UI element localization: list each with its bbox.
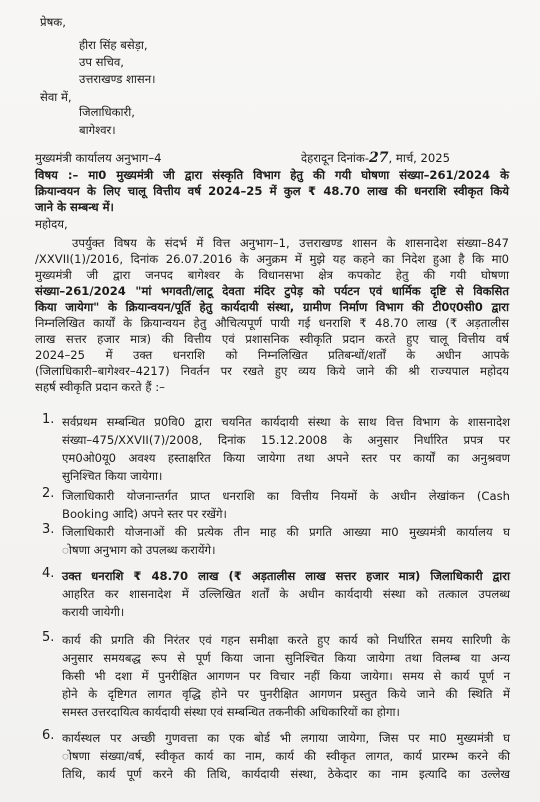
condition-4-number: 4. xyxy=(42,566,55,581)
to-label: सेवा में, xyxy=(40,90,72,104)
condition-5-line-2: अनुसार समयबद्ध रूप से पूर्ण किया जाना सुनिश्चित किया जायेगा तथा विलम्ब या अन्य xyxy=(62,651,510,665)
body-line-10: सहर्ष स्वीकृति प्रदान करते हैं :– xyxy=(35,380,165,394)
place-date xyxy=(301,150,450,166)
body-line-7: लाख सत्तर हजार मात्र) की वित्तीय एवं प्रशासनिक स्वीकृति प्रदान करते हुए चालू वित्तीय वर्ष xyxy=(35,332,509,346)
subject-line-3: जाने के सम्बन्ध में। xyxy=(35,200,114,214)
condition-2-number: 2. xyxy=(42,486,55,501)
condition-5-line-4: होने के दृष्टिगत लागत वृद्धि होने पर पुनरीक्षित आगणन प्रस्तुत किये जाने की स्थिति में xyxy=(62,687,510,701)
condition-6-line-3: तिथि, कार्य पूर्ण करने की तिथि, कार्यदायी संस्था, ठेकेदार का नाम इत्यादि का उल्लेख xyxy=(62,767,510,781)
sender-designation: उप सचिव, xyxy=(79,55,124,69)
body-line-3: मुख्यमंत्री जी द्वारा जनपद बागेश्वर के विधानसभा क्षेत्र कपकोट हेतु की गयी घोषणा xyxy=(35,268,509,282)
handwritten-date-day: 27 xyxy=(369,150,389,166)
condition-4-line-1: उक्त धनराशि ₹ 48.70 लाख (₹ अड़तालीस लाख सत्तर हजार मात्र) जिलाधिकारी द्वारा xyxy=(62,569,510,583)
condition-5-number: 5. xyxy=(42,630,55,645)
recipient-title: जिलाधिकारी, xyxy=(79,105,135,119)
condition-4-line-3: करायी जायेगी। xyxy=(62,605,125,619)
body-line-5 xyxy=(35,299,509,315)
body-line-9: (जिलाधिकारी–बागेश्वर–4217) निवर्तन पर रखते हुए व्यय किये जाने की श्री राज्यपाल महोदय xyxy=(35,364,509,378)
condition-1-number: 1. xyxy=(42,412,55,427)
condition-5-line-1: कार्य की प्रगति की निरंतर एवं गहन समीक्षा करते हुए कार्य को निर्धारित समय सारिणी के xyxy=(62,633,510,647)
place-date-suffix: , मार्च, 2025 xyxy=(388,151,451,165)
condition-1-line-1: सर्वप्रथम सम्बन्धित प्र0वि0 द्वारा चयनित कार्यदायी संस्था के साथ वित्त विभाग के शासनादेश xyxy=(62,415,510,429)
body-line-1: उपर्युक्त विषय के संदर्भ में वित्त अनुभाग–1, उत्तराखण्ड शासन के शासनादेश संख्या–847 xyxy=(72,236,509,250)
recipient-place: बागेश्वर। xyxy=(79,123,116,137)
condition-3-line-1: जिलाधिकारी योजनाओं की प्रत्येक तीन माह की प्रगति आख्या मा0 मुख्यमंत्री कार्यालय घ xyxy=(62,525,510,539)
condition-3-line-2: ोषणा अनुभाग को उपलब्ध करायेंगे। xyxy=(62,543,216,557)
body-line-4: संख्या–261/2024 "मां भगवती/लाटू देवता मंदिर टुपेड़ को पर्यटन एवं धार्मिक दृष्टि से विकसित xyxy=(35,284,509,298)
condition-6-line-1: कार्यस्थल पर अच्छी गुणवत्ता का एक बोर्ड भी लगाया जायेगा, जिस पर मा0 मुख्यमंत्री घ xyxy=(62,731,510,745)
condition-5-line-5: समस्त उत्तरदायित्व कार्यदायी संस्था एवं सम्बन्धित तकनीकी अधिकारियों का होगा। xyxy=(62,705,400,719)
condition-6-number: 6. xyxy=(42,728,55,743)
section-name: मुख्यमंत्री कार्यालय अनुभाग–4 xyxy=(35,151,162,165)
body-line-8: 2024–25 में उक्त धनराशि को निम्नलिखित प्रतिबन्धों/शर्तों के अधीन आपके xyxy=(35,348,509,362)
condition-1-line-4: सुनिश्चित किया जायेगा। xyxy=(62,469,163,483)
subject-line-2: क्रियान्वयन के लिए चालू वित्तीय वर्ष 2024–25 में कुल ₹ 48.70 लाख की धनराशि स्वीकृत किये xyxy=(35,184,509,198)
condition-1-line-2: संख्या–475/XXVII(7)/2008, दिनांक 15.12.2008 के अनुसार निर्धारित प्रपत्र पर xyxy=(62,433,510,447)
condition-6-line-2: ोषणा संख्या/वर्ष, स्वीकृत कार्य का नाम, कार्य की स्वीकृत लागत, कार्य प्रारम्भ करने की xyxy=(62,749,510,763)
condition-3-number: 3. xyxy=(42,522,55,537)
body-line-5-text: किया जायेगा" के क्रियान्वयन/पूर्ति हेतु कार्यदायी संस्था, ग्रामीण निर्माण विभाग की टी0ए0सी0 द्वारा xyxy=(35,300,509,314)
salutation: महोदय, xyxy=(35,217,68,231)
condition-5-line-3: किसी भी दशा में पुनरीक्षित आगणन पर विचार नहीं किया जायेगा। समय से कार्य पूर्ण न xyxy=(62,669,510,683)
condition-2-line-2: Booking आदि) अपने स्तर पर रखेंगे। xyxy=(62,507,227,521)
condition-2-line-1: जिलाधिकारी योजनान्तर्गत प्राप्त धनराशि का वित्तीय नियमों के अधीन लेखांकन (Cash xyxy=(62,489,510,503)
subject-line-1: विषय :– मा0 मुख्यमंत्री जी द्वारा संस्कृति विभाग हेतु की गयी घोषणा संख्या–261/2024 के xyxy=(35,168,509,182)
sender-name: हीरा सिंह बसेड़ा, xyxy=(79,38,148,52)
from-label: प्रेषक, xyxy=(40,15,66,29)
body-line-6: निम्नलिखित कार्यों के क्रियान्वयन हेतु औचित्यपूर्ण पायी गई धनराशि ₹ 48.70 लाख (₹ अड़तालीस xyxy=(35,316,509,330)
body-line-2: /XXVII(1)/2016, दिनांक 26.07.2016 के अनुक्रम में मुझे यह कहने का निदेश हुआ है कि मा0 xyxy=(35,252,509,266)
sender-office: उत्तराखण्ड शासन। xyxy=(79,72,156,86)
condition-4-line-2: आहरित कर शासनादेश में उल्लिखित शर्तों के अधीन कार्यदायी संस्था को तत्काल उपलब्ध xyxy=(62,587,510,601)
place-date-prefix: देहरादून दिनांक- xyxy=(301,151,370,165)
condition-1-line-3: एम0ओ0यू0 अवश्य हस्ताक्षरित किया जायेगा तथा अपने स्तर पर कार्यों का अनुश्रवण xyxy=(62,451,510,465)
